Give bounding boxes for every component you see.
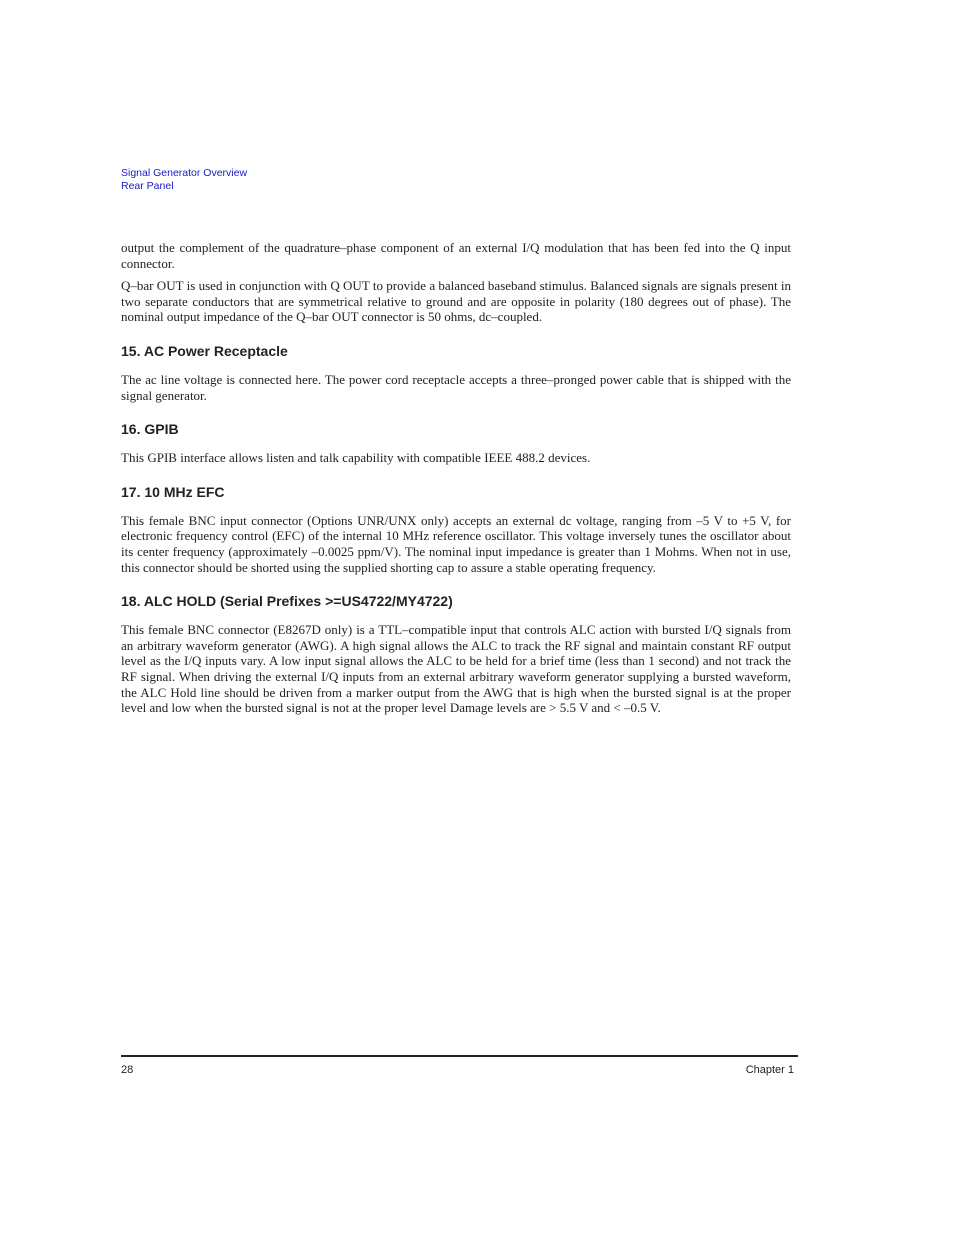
breadcrumb-chapter-link[interactable]: Signal Generator Overview <box>121 167 248 179</box>
breadcrumb-section-link[interactable]: Rear Panel <box>121 179 174 192</box>
section-heading-gpib: 16. GPIB <box>121 421 179 438</box>
section-text-10mhz-efc: This female BNC input connector (Options UNR/UNX only) accepts an external dc voltage, ranging from –5 V to +5 V, for electronic frequency control (EFC) of the internal 10 MHz reference oscillator. This voltage inversely tunes the oscillator about its center frequency (approximately –0.0025 ppm/V). The nominal input impedance is greater than 1 Mohms. When not in use, this connector should be shorted using the supplied shorting cap to assure a stable operating frequency. <box>121 512 791 575</box>
section-heading-alc-hold: 18. ALC HOLD (Serial Prefixes >=US4722/MY4722) <box>121 593 453 610</box>
section-text-gpib: This GPIB interface allows listen and talk capability with compatible IEEE 488.2 devices. <box>121 450 591 466</box>
page-content <box>121 240 791 716</box>
breadcrumb <box>121 167 247 192</box>
footer-divider <box>121 1055 798 1057</box>
section-text-alc-hold: This female BNC connector (E8267D only) is a TTL–compatible input that controls ALC action with bursted I/Q signals from an arbitrary waveform generator (AWG). A high signal allows the ALC to track the RF signal and maintain constant RF output level as the I/Q inputs vary. A low input signal allows the ALC to be held for a brief time (less than 1 second) and not track the RF signal. When driving the external I/Q inputs from an external arbitrary waveform generator supplying a bursted waveform, the ALC Hold line should be driven from a marker output from the AWG that is high when the bursted signal is at the proper level and low when the bursted signal is not at the proper level Damage levels are > 5.5 V and < –0.5 V. <box>121 622 791 716</box>
page-number: 28 <box>121 1064 134 1076</box>
intro-paragraph-2: Q–bar OUT is used in conjunction with Q OUT to provide a balanced baseband stimulus. Balanced signals are signals present in two separate conductors that are symmetrical relative to ground and are opposite in polarity (180 degrees out of phase). The nominal output impedance of the Q–bar OUT connector is 50 ohms, dc–coupled. <box>121 278 791 325</box>
section-text-ac-power: The ac line voltage is connected here. The power cord receptacle accepts a three–pronged power cable that is shipped with the signal generator. <box>121 371 791 403</box>
chapter-label: Chapter 1 <box>745 1064 794 1076</box>
intro-paragraph-1: output the complement of the quadrature–phase component of an external I/Q modulation that has been fed into the Q input connector. <box>121 240 791 271</box>
section-heading-ac-power: 15. AC Power Receptacle <box>121 342 288 359</box>
section-heading-10mhz-efc: 17. 10 MHz EFC <box>121 483 225 500</box>
